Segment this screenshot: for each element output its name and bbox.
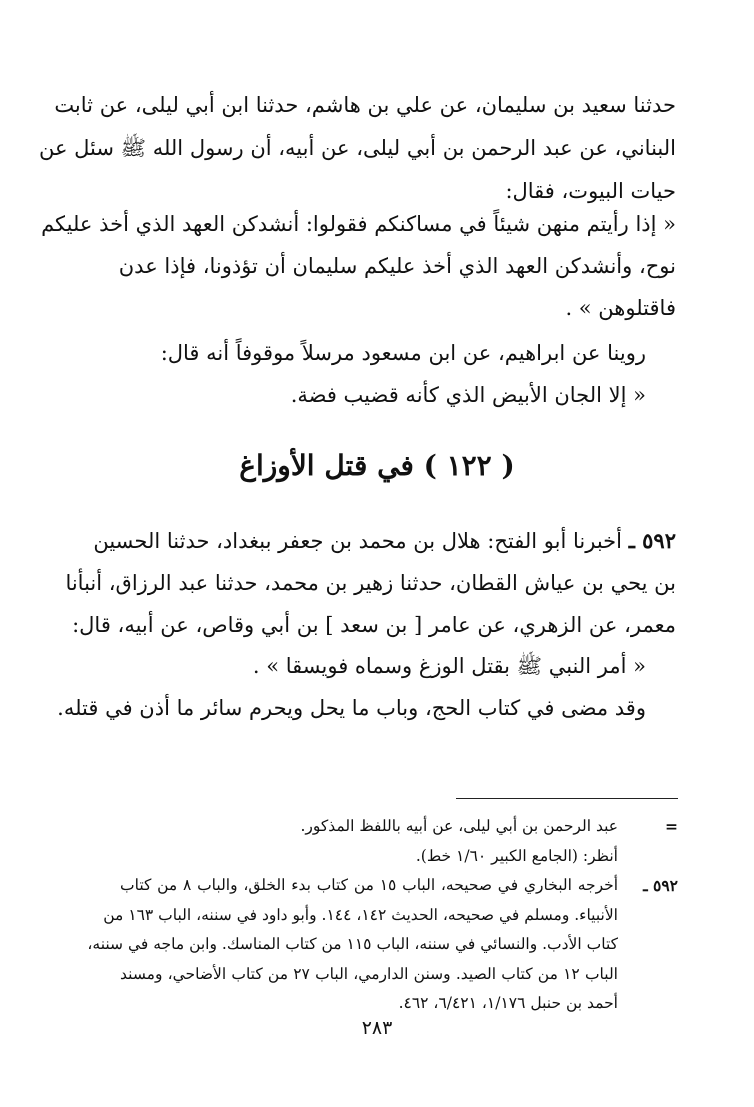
text-line: روينا عن ابراهيم، عن ابن مسعود مرسلاً موقوفاً أنه قال: bbox=[160, 341, 646, 365]
footnote-line: الباب ١٢ من كتاب الصيد. وسنن الدارمي، الباب ٢٧ من كتاب الأضاحي، ومسند bbox=[120, 964, 618, 983]
text-line: وقد مضى في كتاب الحج، وباب ما يحل ويحرم سائر ما أذن في قتله. bbox=[57, 696, 646, 720]
text-line: حدثنا سعيد بن سليمان، عن علي بن هاشم، حدثنا ابن أبي ليلى، عن ثابت bbox=[54, 93, 676, 117]
hadith-592 bbox=[65, 520, 676, 646]
footnote-592 bbox=[87, 871, 678, 1019]
text-line: فاقتلوهن » . bbox=[565, 296, 676, 320]
footnotes bbox=[87, 812, 678, 1019]
page-number: ٢٨٣ bbox=[361, 1017, 393, 1039]
text-line: « أمر النبي ﷺ بقتل الوزغ وسماه فويسقا » . bbox=[252, 654, 646, 678]
text-line bbox=[93, 520, 676, 562]
hadith-paragraph-snakes bbox=[38, 84, 676, 213]
footnote-continuation bbox=[120, 812, 678, 871]
ibn-masud-paragraph bbox=[130, 332, 646, 416]
footnote-line: أخرجه البخاري في صحيحه، الباب ١٥ من كتاب بدء الخلق، والباب ٨ من كتاب bbox=[120, 876, 619, 894]
footnote-line: عبد الرحمن بن أبي ليلى، عن أبيه باللفظ المذكور. bbox=[300, 817, 618, 835]
hadith-line-text: أخبرنا أبو الفتح: هلال بن محمد بن جعفر ببغداد، حدثنا الحسين bbox=[93, 529, 622, 553]
text-line: حيات البيوت، فقال: bbox=[505, 179, 676, 203]
text-line: بن يحي بن عياش القطان، حدثنا زهير بن محمد، حدثنا عبد الرزاق، أنبأنا bbox=[65, 571, 676, 595]
footnote-mark: ٥٩٢ ـ bbox=[643, 876, 678, 895]
text-line: البناني، عن عبد الرحمن بن أبي ليلى، عن أبيه، أن رسول الله ﷺ سئل عن bbox=[38, 136, 676, 160]
text-line: « إذا رأيتم منهن شيئاً في مساكنكم فقولوا: أنشدكن العهد الذي أخذ عليكم bbox=[41, 212, 676, 236]
footnote-line: أحمد بن حنبل ١/١٧٦، ٦/٤٢١، ٤٦٢. bbox=[398, 994, 618, 1012]
text-line: نوح، وأنشدكن العهد الذي أخذ عليكم سليمان أن تؤذونا، فإذا عدن bbox=[118, 254, 676, 278]
footnote-line: كتاب الأدب. والنسائي في سننه، الباب ١١٥ من كتاب المناسك. وابن ماجه في سننه، bbox=[87, 935, 618, 953]
hadith-quote-paragraph bbox=[41, 203, 676, 329]
text-line: معمر، عن الزهري، عن عامر [ بن سعد ] بن أبي وقاص، عن أبيه، قال: bbox=[72, 613, 676, 637]
footnote-line: أنظر: (الجامع الكبير ١/٦٠ خط). bbox=[415, 846, 618, 865]
hadith-number: ٥٩٢ ـ bbox=[628, 528, 676, 553]
footnote-line: الأنبياء. ومسلم في صحيحه، الحديث ١٤٢، ١٤٤. وأبو داود في سننه، الباب ١٦٣ من bbox=[103, 905, 618, 924]
text-line: « إلا الجان الأبيض الذي كأنه قضيب فضة. bbox=[290, 383, 646, 407]
footnote-mark: = bbox=[665, 817, 678, 836]
footnote-divider bbox=[456, 798, 678, 799]
hadith-conclusion bbox=[57, 645, 646, 729]
chapter-heading: ( ١٢٢ ) في قتل الأوزاغ bbox=[239, 449, 515, 482]
